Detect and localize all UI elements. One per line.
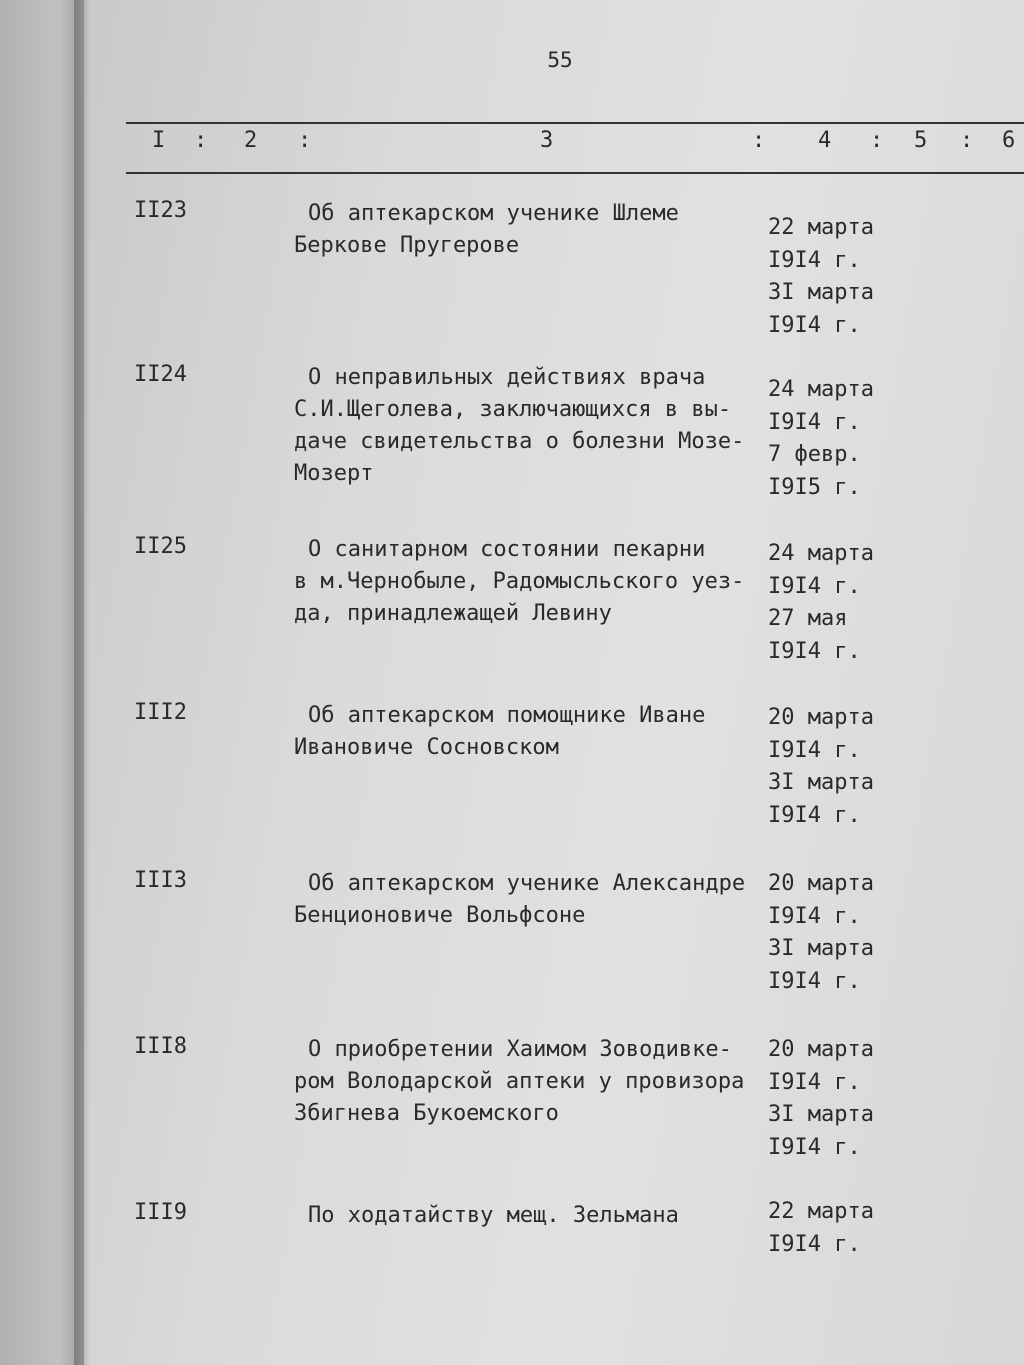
date-line: 27 мая <box>768 606 848 631</box>
header-sep: : <box>194 128 208 153</box>
title-line: Об аптекарском ученике Александре <box>308 871 746 896</box>
title-line: По ходатайству мещ. Зельмана <box>308 1203 679 1228</box>
date-line: 3I марта <box>768 770 874 795</box>
date-line: I9I4 г. <box>768 638 861 664</box>
header-col-2: 2 <box>244 128 258 153</box>
title-line: О неправильных действиях врача <box>308 365 706 390</box>
record-title <box>294 868 764 932</box>
title-line: Збигнева Букоемского <box>294 1101 559 1126</box>
date-line: 3I марта <box>768 280 874 305</box>
record-number: III3 <box>134 868 187 893</box>
date-line: I9I4 г. <box>768 1134 861 1160</box>
record-number: III2 <box>134 700 187 725</box>
record-dates <box>768 374 874 504</box>
record-number: III8 <box>134 1034 187 1059</box>
date-line: 20 марта <box>768 1037 874 1062</box>
header-sep: : <box>752 128 766 153</box>
title-line: Мозерт <box>294 461 374 486</box>
date-line: 3I марта <box>768 1102 874 1127</box>
record-dates <box>768 1196 874 1261</box>
record-dates <box>768 538 874 668</box>
record-number: II23 <box>134 198 187 223</box>
record-title <box>294 198 764 262</box>
title-line: даче свидетельства о болезни Мозе- <box>294 429 745 454</box>
record-dates <box>768 868 874 998</box>
header-sep: : <box>870 128 884 153</box>
date-line: 24 марта <box>768 377 874 402</box>
date-line: I9I5 г. <box>768 474 861 500</box>
record-dates <box>768 702 874 832</box>
title-line: О санитарном состоянии пекарни <box>308 537 706 562</box>
record-dates <box>768 212 874 342</box>
date-line: I9I4 г. <box>768 312 861 338</box>
date-line: 22 марта <box>768 215 874 240</box>
title-line: да, принадлежащей Левину <box>294 601 612 626</box>
record-title <box>294 700 764 764</box>
title-line: Об аптекарском помощнике Иване <box>308 703 706 728</box>
table-header <box>0 128 1024 162</box>
record-number: II24 <box>134 362 187 387</box>
header-col-3: 3 <box>540 128 554 153</box>
date-line: I9I4 г. <box>768 737 861 763</box>
title-line: О приобретении Хаимом Зоводивке- <box>308 1037 732 1062</box>
date-line: I9I4 г. <box>768 573 861 599</box>
title-line: ром Володарской аптеки у провизора <box>294 1069 745 1094</box>
binding-shadow <box>74 0 90 1365</box>
record-number: II25 <box>134 534 187 559</box>
header-sep: : <box>298 128 312 153</box>
date-line: I9I4 г. <box>768 1231 861 1257</box>
date-line: 22 марта <box>768 1199 874 1224</box>
date-line: I9I4 г. <box>768 409 861 435</box>
header-col-5: 5 <box>914 128 928 153</box>
header-sep: : <box>960 128 974 153</box>
record-title <box>294 1034 764 1130</box>
date-line: I9I4 г. <box>768 968 861 994</box>
record-title <box>294 362 764 490</box>
record-dates <box>768 1034 874 1164</box>
date-line: I9I4 г. <box>768 1069 861 1095</box>
header-bottom-rule <box>126 172 1024 174</box>
record-number: III9 <box>134 1200 187 1225</box>
record-title <box>294 534 764 630</box>
title-line: Беркове Пругерове <box>294 233 520 258</box>
title-line: Об аптекарском ученике Шлеме <box>308 201 679 226</box>
page-number: 55 <box>547 48 573 72</box>
title-line: Бенционовиче Вольфсоне <box>294 903 586 928</box>
date-line: I9I4 г. <box>768 903 861 929</box>
title-line: Ивановиче Сосновском <box>294 735 559 760</box>
date-line: 3I марта <box>768 936 874 961</box>
date-line: 20 марта <box>768 871 874 896</box>
title-line: в м.Чернобыле, Радомысльского уез- <box>294 569 745 594</box>
date-line: I9I4 г. <box>768 247 861 273</box>
header-col-6: 6 <box>1002 128 1016 153</box>
date-line: 24 марта <box>768 541 874 566</box>
header-top-rule <box>126 122 1024 124</box>
header-col-4: 4 <box>818 128 832 153</box>
facing-page-edge <box>0 0 84 1365</box>
date-line: 20 марта <box>768 705 874 730</box>
date-line: 7 февр. <box>768 442 861 467</box>
title-line: С.И.Щеголева, заключающихся в вы- <box>294 397 732 422</box>
date-line: I9I4 г. <box>768 802 861 828</box>
header-col-1: I <box>152 128 166 153</box>
record-title <box>294 1200 764 1232</box>
